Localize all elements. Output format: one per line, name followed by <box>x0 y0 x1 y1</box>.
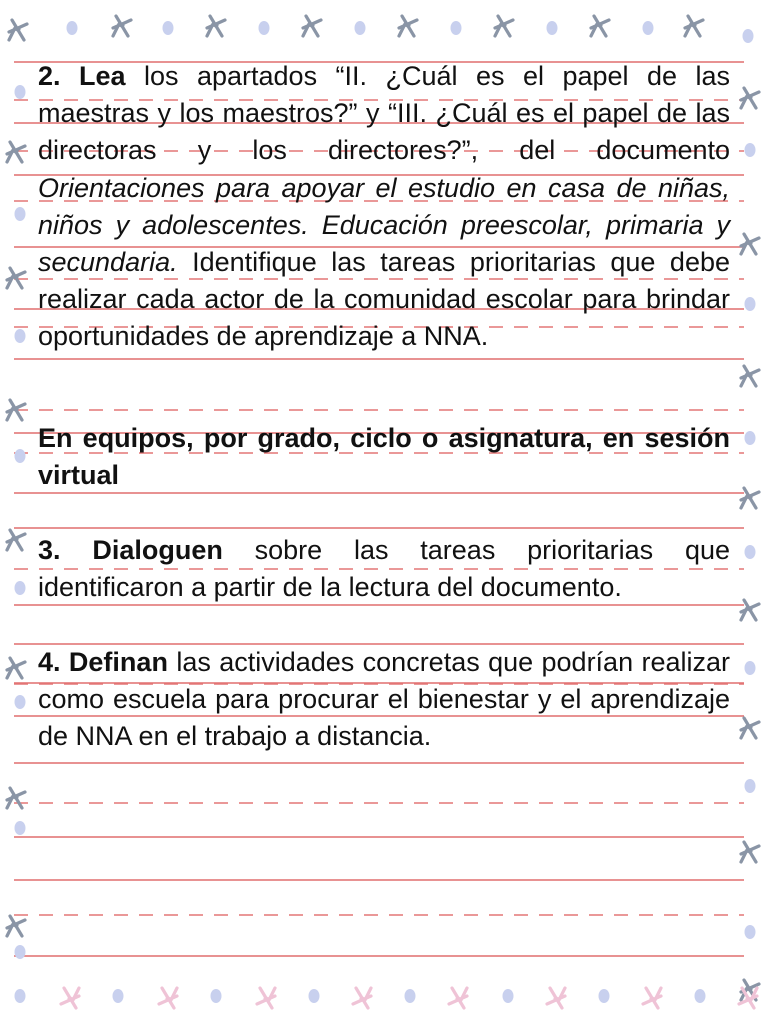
item-4-number: 4. <box>38 647 61 677</box>
item-4-text: las actividades concretas que podrían realizar como escuela para procurar el bienestar y el aprendizaje de NNA en el trabajo a distancia. <box>38 647 730 752</box>
pushpin-icon <box>113 16 131 36</box>
dot-icon <box>745 297 756 311</box>
dot-icon <box>745 925 756 939</box>
pushpin-icon <box>61 988 79 1008</box>
dot-icon <box>15 945 26 959</box>
pushpin-icon <box>207 16 225 36</box>
dot-icon <box>745 143 756 157</box>
dot-icon <box>259 21 270 35</box>
dot-icon <box>745 779 756 793</box>
dot-icon <box>743 29 754 43</box>
pushpin-icon <box>547 988 565 1008</box>
pushpin-icon <box>741 600 759 620</box>
dot-icon <box>67 21 78 35</box>
item-3-paragraph <box>38 532 730 606</box>
pushpin-icon <box>741 366 759 386</box>
dot-icon <box>355 21 366 35</box>
dot-icon <box>15 581 26 595</box>
pushpin-icon <box>9 20 27 40</box>
pushpin-icon <box>353 988 371 1008</box>
pushpin-icon <box>257 988 275 1008</box>
dot-icon <box>15 449 26 463</box>
dot-icon <box>745 545 756 559</box>
pushpin-icon <box>303 16 321 36</box>
pushpin-icon <box>741 842 759 862</box>
dot-icon <box>405 989 416 1003</box>
item-4-paragraph <box>38 644 730 756</box>
pushpin-icon <box>449 988 467 1008</box>
pushpin-icon <box>741 234 759 254</box>
dot-icon <box>745 431 756 445</box>
item-2-number: 2. <box>38 61 61 91</box>
dot-icon <box>15 695 26 709</box>
item-3-verb: Dialoguen <box>92 535 223 565</box>
item-3-number: 3. <box>38 535 61 565</box>
pushpin-icon <box>741 718 759 738</box>
item-2-text-1: los apartados “II. ¿Cuál es el papel de las maestras y los maestros?” y “III. ¿Cuál es el papel de las directoras y los directores?”, del documento <box>38 61 730 166</box>
dot-icon <box>695 989 706 1003</box>
pushpin-icon <box>7 400 25 420</box>
pushpin-icon <box>7 916 25 936</box>
dot-icon <box>15 207 26 221</box>
dot-icon <box>599 989 610 1003</box>
pushpin-icon <box>7 788 25 808</box>
dot-icon <box>503 989 514 1003</box>
dot-icon <box>643 21 654 35</box>
dot-icon <box>15 989 26 1003</box>
pushpin-icon <box>7 530 25 550</box>
item-2-document-title: Orientaciones para apoyar el estudio en casa de niñas, niños y adolescentes. Educación preescolar, primaria y secundaria. <box>38 172 730 278</box>
pushpin-icon <box>685 16 703 36</box>
pushpin-icon <box>741 980 759 1000</box>
pushpin-icon <box>741 488 759 508</box>
item-3-text: sobre las tareas prioritarias que identificaron a partir de la lectura del documento. <box>38 535 730 603</box>
dot-icon <box>15 329 26 343</box>
dot-icon <box>547 21 558 35</box>
pushpin-icon <box>399 16 417 36</box>
pushpin-icon <box>495 16 513 36</box>
item-2-text-2: Identifique las tareas prioritarias que debe realizar cada actor de la comunidad escolar para brindar oportunidades de aprendizaje a NNA. <box>38 247 730 352</box>
pushpin-icon <box>7 268 25 288</box>
item-2-paragraph <box>38 58 730 356</box>
pushpin-icon <box>7 142 25 162</box>
dot-icon <box>15 821 26 835</box>
dot-icon <box>113 989 124 1003</box>
pushpin-icon <box>159 988 177 1008</box>
pushpin-icon <box>739 988 757 1008</box>
section-heading: En equipos, por grado, ciclo o asignatura, en sesión virtual <box>38 423 730 491</box>
dot-icon <box>745 661 756 675</box>
dot-icon <box>15 85 26 99</box>
pushpin-icon <box>741 88 759 108</box>
pushpin-icon <box>591 16 609 36</box>
item-2-verb: Lea <box>79 61 126 91</box>
pushpin-icon <box>643 988 661 1008</box>
dot-icon <box>211 989 222 1003</box>
dot-icon <box>309 989 320 1003</box>
dot-icon <box>163 21 174 35</box>
pushpin-icon <box>7 658 25 678</box>
dot-icon <box>451 21 462 35</box>
item-4-verb: Definan <box>68 647 168 677</box>
